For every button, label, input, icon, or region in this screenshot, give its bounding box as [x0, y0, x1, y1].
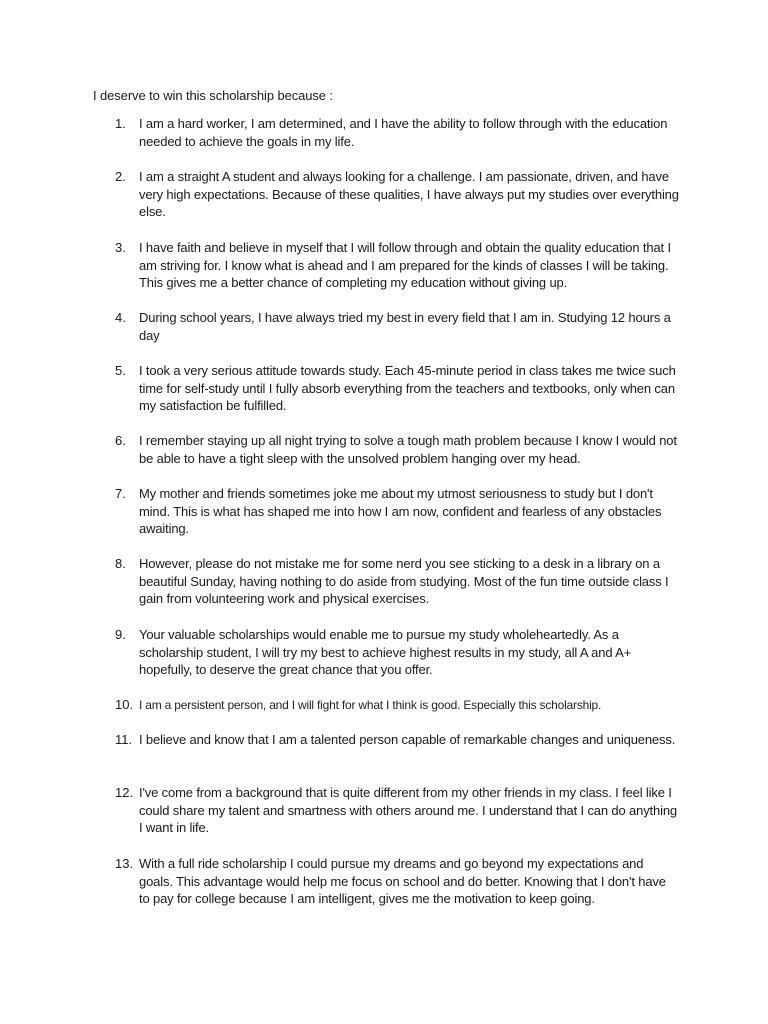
item-number: 3. — [115, 240, 126, 255]
item-text: I am a straight A student and always looking for a challenge. I am passionate, driven, and have very high expectations. Because of these qualities, I have always put my studies over everything else. — [139, 169, 679, 219]
item-number: 7. — [115, 486, 126, 501]
item-number: 13. — [115, 856, 134, 871]
item-text: However, please do not mistake me for some nerd you see sticking to a desk in a library on a beautiful Sunday, having nothing to do aside from studying. Most of the fun time outside class I gain from volunteering work and physical exercises. — [139, 556, 669, 606]
item-number: 10. — [115, 697, 134, 712]
intro-line: I deserve to win this scholarship because : — [93, 88, 333, 103]
item-text: I am a hard worker, I am determined, and I have the ability to follow through with the education needed to achieve the goals in my life. — [139, 116, 668, 149]
item-text: I've come from a background that is quite different from my other friends in my class. I feel like I could share my talent and smartness with others around me. I understand that I can do anything I want in life. — [139, 785, 677, 835]
item-number: 2. — [115, 169, 126, 184]
item-text: I remember staying up all night trying to solve a tough math problem because I know I would not be able to have a tight sleep with the unsolved problem hanging over my head. — [139, 433, 677, 466]
item-number: 4. — [115, 310, 126, 325]
item-text: My mother and friends sometimes joke me about my utmost seriousness to study but I don't mind. This is what has shaped me into how I am now, confident and fearless of any obstacles awaiting. — [139, 486, 662, 536]
item-text: I have faith and believe in myself that I will follow through and obtain the quality education that I am striving for. I know what is ahead and I am prepared for the kinds of classes I will be taking. This gives me a better chance of completing my education without giving up. — [139, 240, 671, 290]
item-text: I am a persistent person, and I will fight for what I think is good. Especially this scholarship. — [139, 698, 602, 712]
item-number: 9. — [115, 627, 126, 642]
item-number: 6. — [115, 433, 126, 448]
item-text: With a full ride scholarship I could pursue my dreams and go beyond my expectations and goals. This advantage would help me focus on school and do better. Knowing that I don't have to pay for college because I am intelligent, gives me the motivation to keep going. — [139, 856, 666, 906]
item-number: 11. — [115, 732, 133, 747]
item-text: Your valuable scholarships would enable me to pursue my study wholeheartedly. As a scholarship student, I will try my best to achieve highest results in my study, all A and A+ hopefully, to deserve the great chance that you offer. — [139, 627, 632, 677]
item-number: 1. — [115, 116, 126, 131]
item-number: 8. — [115, 556, 126, 571]
item-number: 5. — [115, 363, 126, 378]
item-number: 12. — [115, 785, 134, 800]
item-text: I believe and know that I am a talented person capable of remarkable changes and uniqueness. — [139, 732, 676, 747]
item-text: During school years, I have always tried my best in every field that I am in. Studying 12 hours a day — [139, 310, 671, 343]
item-text: I took a very serious attitude towards study. Each 45-minute period in class takes me twice such time for self-study until I fully absorb everything from the teachers and textbooks, only when can my satisfaction be fulfilled. — [139, 363, 676, 413]
